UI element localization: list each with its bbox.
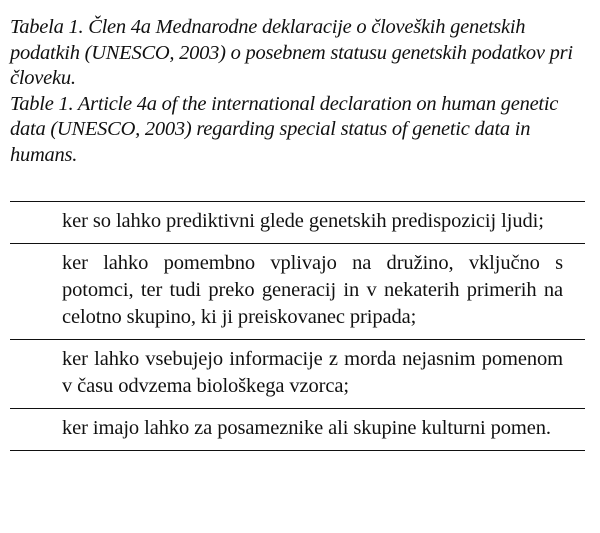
caption-english: Table 1. Article 4a of the international declaration on human genetic data (UNESCO, 2003) regarding special status of genetic data in humans.: [10, 92, 559, 166]
table-row: ker lahko pomembno vplivajo na družino, vključno s potomci, ter tudi preko generacij in v nekaterih primerih na celotno skupino, ki ji preiskovanec pripada;: [10, 243, 585, 339]
article-table: [10, 201, 585, 451]
table-row: ker lahko vsebujejo informacije z morda nejasnim pomenom v času odvzema biološkega vzorca;: [10, 339, 585, 408]
table-caption: [10, 15, 588, 169]
table-row: ker imajo lahko za posameznike ali skupine kulturni pomen.: [10, 408, 585, 450]
caption-slovenian: Tabela 1. Člen 4a Mednarodne deklaracije o človeških genetskih podatkih (UNESCO, 2003) o posebnem statusu genetskih podatkov pri človeku.: [10, 16, 573, 90]
table-row: ker so lahko prediktivni glede genetskih predispozicij ljudi;: [62, 210, 544, 232]
